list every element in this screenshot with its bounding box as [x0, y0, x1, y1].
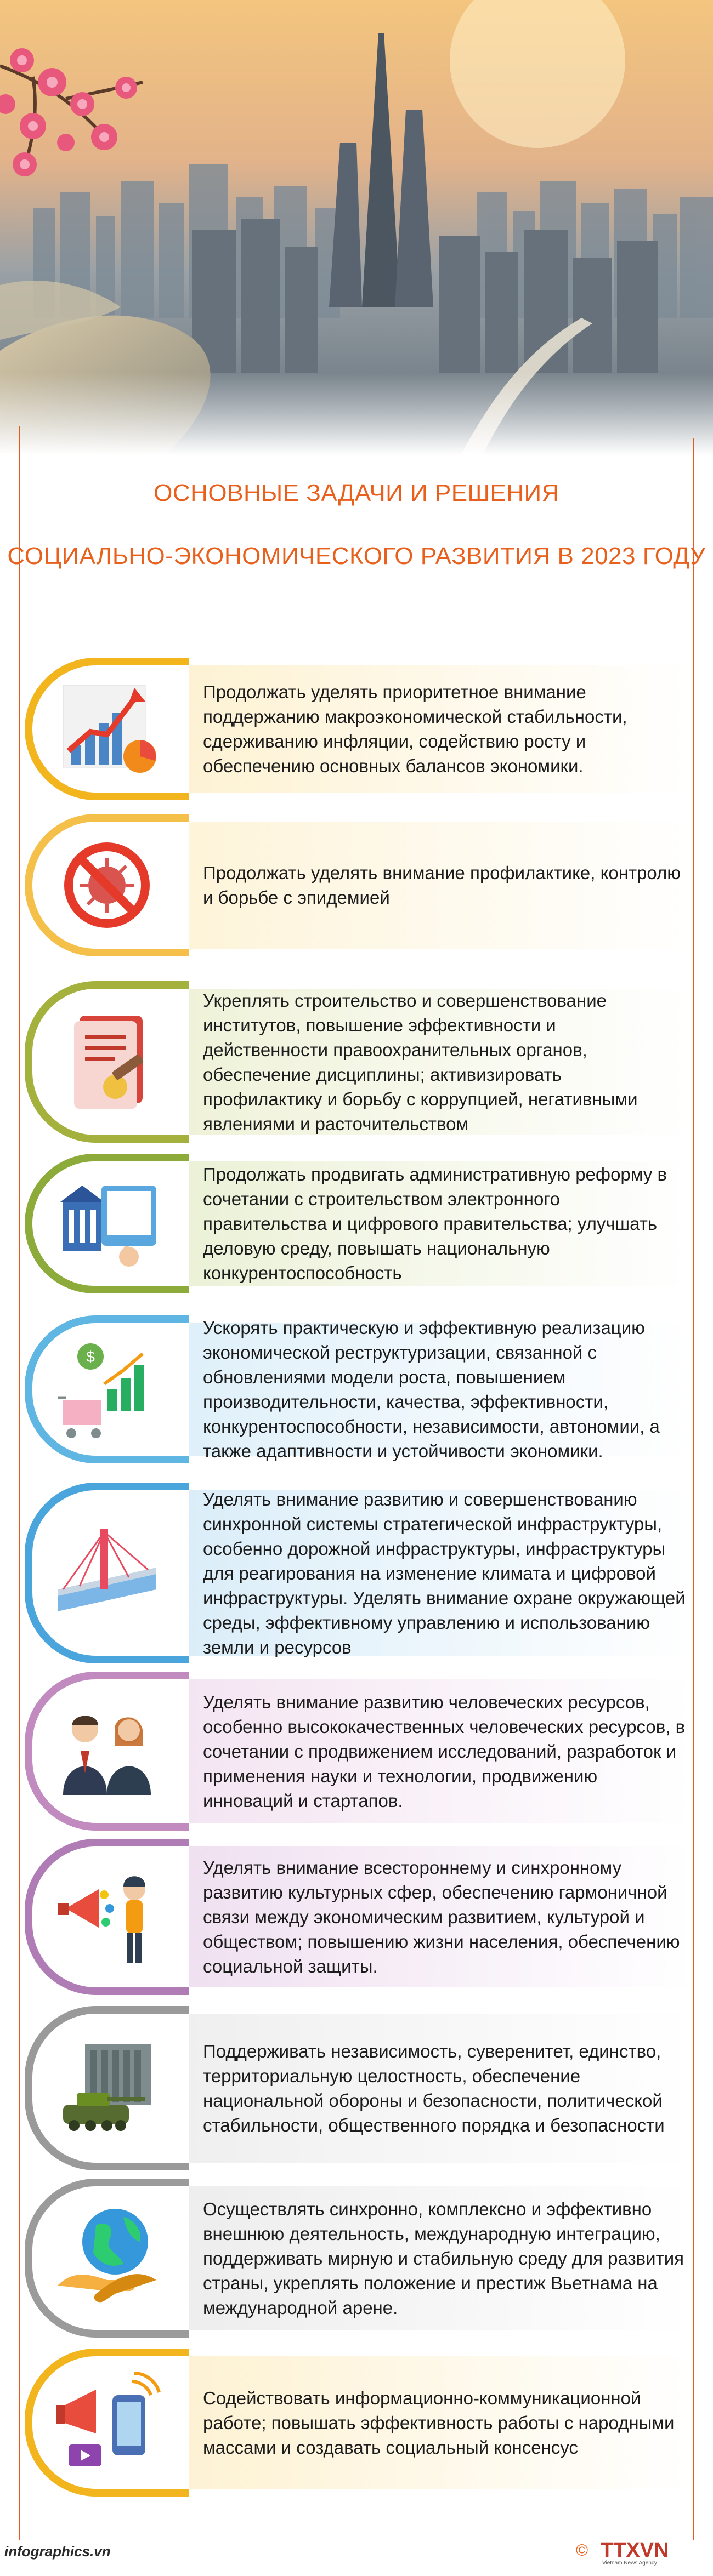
bridge-icon: [47, 1513, 167, 1633]
logo-text: TTXVN: [601, 2539, 669, 2562]
logo-subtext: Vietnam News Agency: [602, 2560, 657, 2566]
hero-banner: [0, 0, 713, 455]
agency-logo: [570, 2535, 702, 2568]
item-text: Укреплять строительство и совершенствование институтов, повышение эффективности и действенности правоохранительных органов, обеспечение дисциплины; активизировать профилактику и борьбу с коррупцией, негативными явлениями и расточительством: [203, 990, 638, 1134]
item-text: Продолжать уделять внимание профилактике, контролю и борьбе с эпидемией: [203, 863, 681, 908]
culture-icon: [47, 1856, 167, 1977]
item-text: Продолжать уделять приоритетное внимание поддержанию макроэкономической стабильности, сдерживанию инфляции, содействию росту и обеспечению основных балансов экономики.: [203, 682, 627, 776]
item-text: Уделять внимание всестороннему и синхронному развитию культурных сфер, обеспечению гармоничной связи между экономическим развитием, культурой и обществом; повышению жизни населения, обеспечению социальной защиты.: [203, 1857, 680, 1976]
list-item: [25, 1315, 691, 1463]
communication-icon: [47, 2362, 167, 2483]
no-virus-icon: [47, 825, 167, 945]
item-text: Уделять внимание развитию человеческих ресурсов, особенно высококачественных человеческих ресурсов, в сочетании с продвижением исследований, разработок и применения науки и технологии, продвижению инноваций и стартапов.: [203, 1691, 686, 1811]
city-skyline-illustration: [0, 0, 713, 455]
list-item: [25, 1672, 691, 1831]
item-text: Содействовать информационно-коммуникационной работе; повышать эффективность работы с народными массами и создавать социальный консенсус: [203, 2387, 675, 2458]
defense-icon: [47, 2028, 167, 2148]
list-item: [25, 2179, 691, 2338]
list-item: [25, 2006, 691, 2170]
credit-text: infographics.vn: [4, 2543, 111, 2560]
page-title-line-1: ОСНОВНЫЕ ЗАДАЧИ И РЕШЕНИЯ: [154, 480, 559, 506]
item-text: Ускорять практическую и эффективную реализацию экономической реструктуризации, связанной с обновлениями модели роста, повышением производительности, качества, эффективности, конкурентоспособности, независимости, автономии, а также адаптивности и устойчивости экономики.: [203, 1318, 660, 1461]
item-text: Поддерживать независимость, суверенитет, единство, территориальную целостность, обеспечение национальной обороны и безопасности, политической стабильности, общественного порядка и безопасности: [203, 2041, 665, 2135]
copyright-icon: ©: [576, 2541, 588, 2560]
economy-growth-icon: [47, 1329, 167, 1450]
human-resources-icon: [47, 1691, 167, 1811]
list-item: [25, 814, 691, 956]
list-item: [25, 1154, 691, 1293]
legal-document-icon: [47, 1002, 167, 1122]
list-item: [25, 1483, 691, 1663]
list-item: [25, 2349, 691, 2497]
e-government-icon: [47, 1164, 167, 1284]
growth-chart-icon: [47, 669, 167, 789]
item-text: Уделять внимание развитию и совершенствованию синхронной системы стратегической инфраструктуры, особенно дорожной инфраструктуры, инфраструктуры для реагирования на изменение климата и цифровой инфраструктуры. Уделять внимание охране окружающей среды, эффективному управлению и использованию земли и ресурсов: [203, 1489, 686, 1657]
list-item: [25, 1839, 691, 1995]
page-title-line-2: СОЦИАЛЬНО-ЭКОНОМИЧЕСКОГО РАЗВИТИЯ В 2023 ГОДУ: [7, 543, 706, 569]
diplomacy-icon: [47, 2198, 167, 2318]
list-item: [25, 658, 691, 800]
item-text: Продолжать продвигать административную реформу в сочетании с строительством электронного правительства и цифрового правительства; улучшать деловую среду, повышать национальную конкурентоспособность: [203, 1164, 667, 1283]
item-text: Осуществлять синхронно, комплексно и эффективно внешнюю деятельность, международную интеграцию, поддерживать мирную и стабильную среду для развития страны, укреплять положение и престиж Вьетнама на международной арене.: [203, 2198, 684, 2318]
svg-text:$: $: [86, 1348, 95, 1365]
list-item: [25, 981, 691, 1143]
